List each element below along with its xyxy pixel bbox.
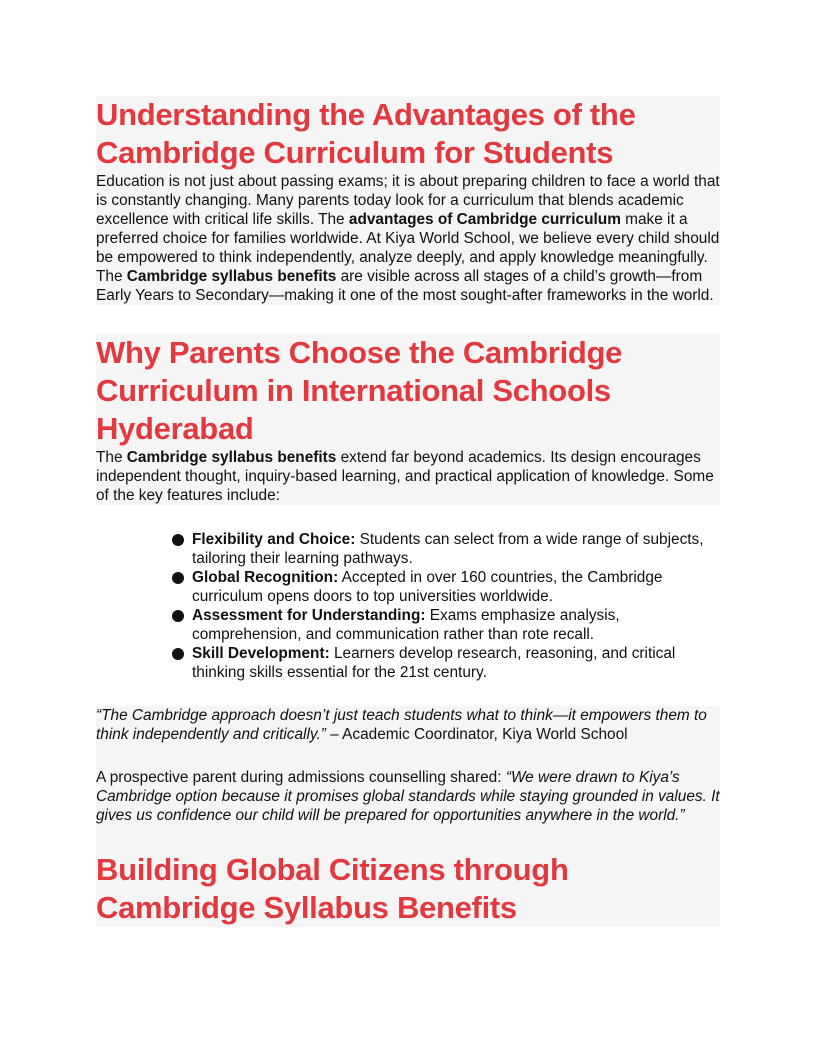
why-text-c: extend far beyond academics. Its design encourages independent thought, inquiry-based learning, and practical application of knowledge. Some of the key features include:	[96, 449, 714, 504]
document-page	[96, 96, 720, 927]
feature-text: Learners develop research, reasoning, and critical thinking skills essential for the 21st century.	[192, 645, 676, 681]
feature-text: Exams emphasize analysis, comprehension, and communication rather than rote recall.	[192, 607, 620, 643]
feature-text: Students can select from a wide range of subjects, tailoring their learning pathways.	[192, 531, 704, 567]
bullet-icon	[172, 610, 184, 622]
key-features-list	[96, 530, 720, 682]
list-item	[172, 530, 720, 568]
heading-building-global-citizens: Building Global Citizens through Cambridge Syllabus Benefits	[96, 852, 569, 925]
parent-quote-intro: A prospective parent during admissions counselling shared:	[96, 769, 506, 786]
list-item	[172, 606, 720, 644]
list-item	[172, 644, 720, 682]
section-why-parents	[96, 334, 720, 505]
bullet-icon	[172, 572, 184, 584]
quotes-block	[96, 706, 720, 927]
coordinator-quote	[96, 706, 720, 744]
spacer	[96, 825, 720, 851]
feature-title: Assessment for Understanding:	[192, 607, 426, 624]
spacer	[96, 682, 720, 706]
feature-text: Accepted in over 160 countries, the Cambridge curriculum opens doors to top universities worldwide.	[192, 569, 663, 605]
coordinator-quote-text: “The Cambridge approach doesn’t just teach students what to think—it empowers them to think independently and critically.”	[96, 707, 707, 743]
intro-text-c: make it a preferred choice for families worldwide. At Kiya World School, we believe every child should be empowered to think independently, analyze deeply, and apply knowledge meaningfully. The	[96, 211, 720, 285]
feature-title: Skill Development:	[192, 645, 330, 662]
intro-paragraph	[96, 172, 720, 305]
intro-bold-syllabus-benefits: Cambridge syllabus benefits	[126, 268, 337, 285]
intro-text-a: Education is not just about passing exams; it is about preparing children to face a world that is constantly changing. Many parents today look for a curriculum that blends academic excellence with critical life skills. The	[96, 173, 720, 228]
why-text-a: The	[96, 449, 127, 466]
why-paragraph	[96, 448, 720, 505]
coordinator-quote-attribution: – Academic Coordinator, Kiya World School	[325, 726, 628, 743]
bullet-icon	[172, 648, 184, 660]
spacer	[96, 305, 720, 334]
parent-quote	[96, 768, 720, 825]
list-item	[172, 568, 720, 606]
feature-title: Global Recognition:	[192, 569, 339, 586]
intro-bold-advantages: advantages of Cambridge curriculum	[348, 211, 621, 228]
parent-quote-text: “We were drawn to Kiya’s Cambridge option because it promises global standards while staying grounded in values. It gives us confidence our child will be prepared for opportunities anywhere in the world.”	[96, 769, 720, 824]
why-bold-syllabus-benefits: Cambridge syllabus benefits	[126, 449, 337, 466]
spacer	[96, 744, 720, 768]
spacer	[96, 505, 720, 530]
feature-title: Flexibility and Choice:	[192, 531, 356, 548]
section-understanding	[96, 96, 720, 305]
heading-why-parents-choose: Why Parents Choose the Cambridge Curriculum in International Schools Hyderabad	[96, 335, 623, 446]
intro-text-e: are visible across all stages of a child’s growth—from Early Years to Secondary—making it one of the most sought-after frameworks in the world.	[96, 268, 714, 304]
bullet-icon	[172, 534, 184, 546]
heading-understanding-advantages: Understanding the Advantages of the Cambridge Curriculum for Students	[96, 97, 636, 170]
